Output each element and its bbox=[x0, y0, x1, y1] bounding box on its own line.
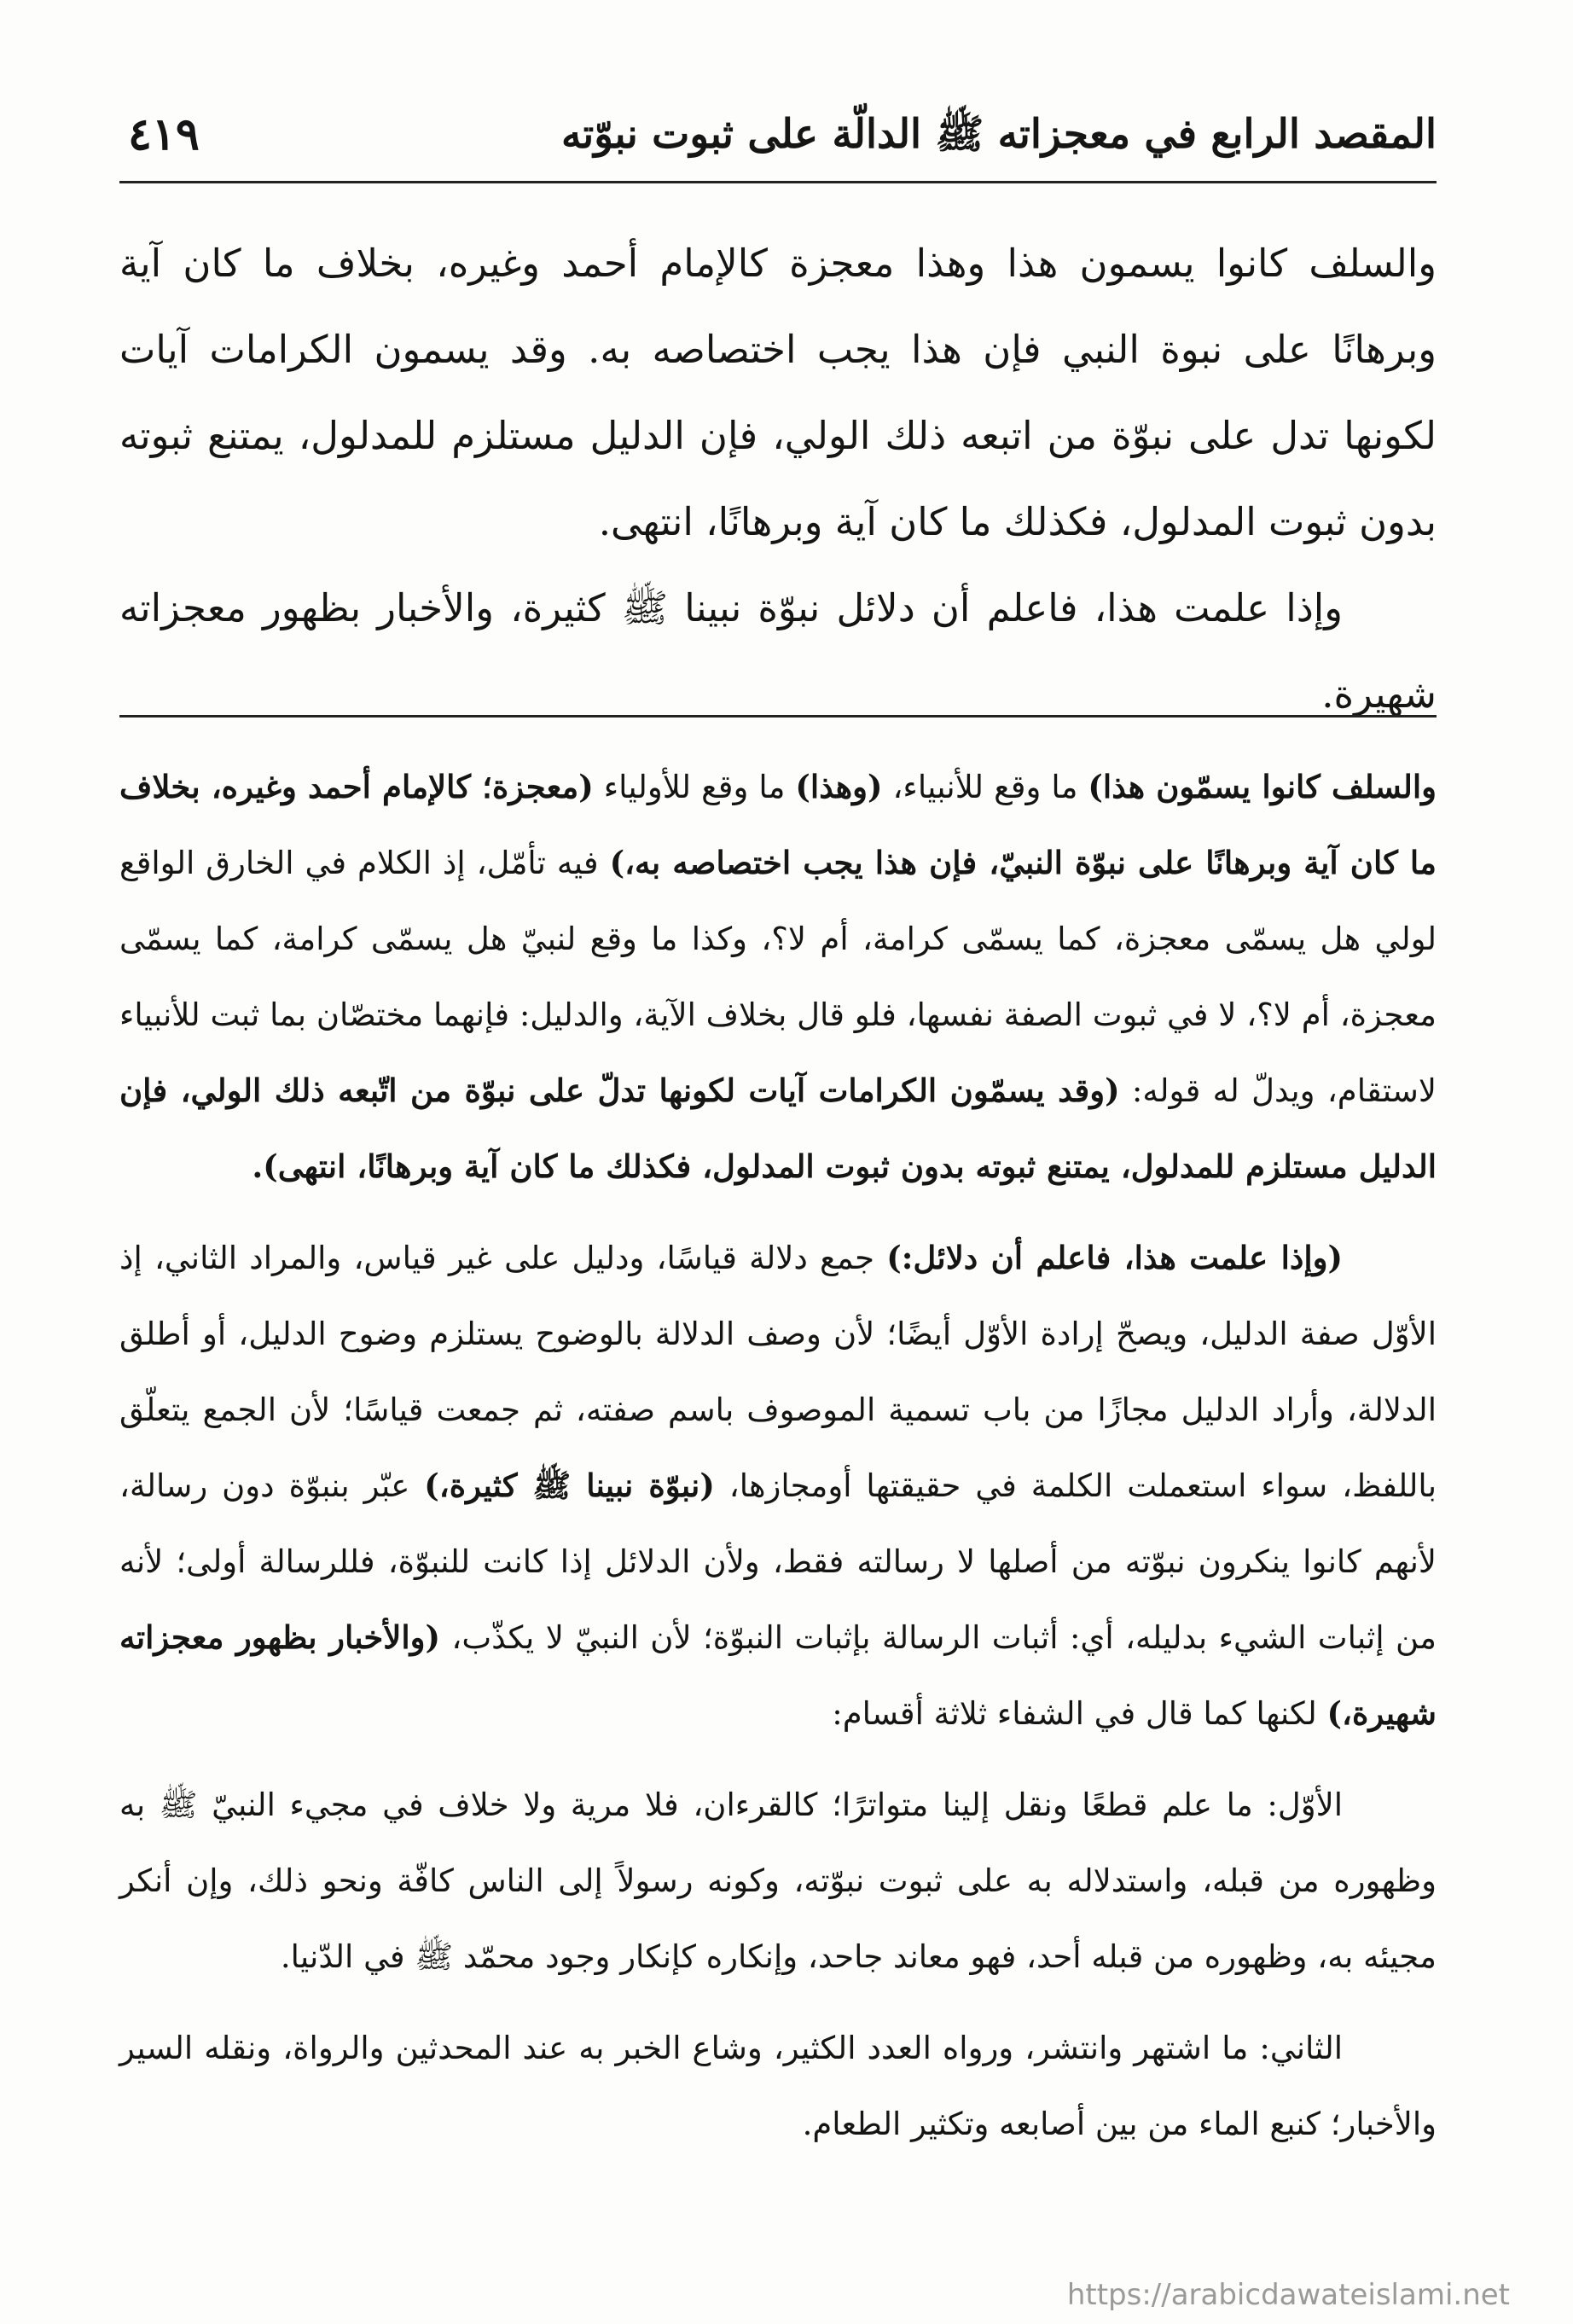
commentary-note: لكنها كما قال في الشفاء ثلاثة أقسام: bbox=[832, 1695, 1327, 1732]
page-number: ٤١٩ bbox=[128, 108, 200, 160]
main-text-paragraph-2: وإذا علمت هذا، فاعلم أن دلائل نبوّة نبينا ﷺ كثيرة، والأخبار بظهور معجزاته شهيرة. bbox=[119, 585, 1437, 717]
commentary-quote: (وهذا) bbox=[795, 768, 883, 805]
running-header bbox=[119, 101, 1437, 169]
commentary-separator-rule bbox=[119, 715, 1437, 718]
running-title: المقصد الرابع في معجزاته ﷺ الدالّة على ثبوت نبوّته bbox=[560, 111, 1437, 158]
source-watermark: https://arabicdawateislami.net bbox=[1066, 2278, 1510, 2312]
commentary-paragraph-2 bbox=[119, 1220, 1437, 1752]
commentary-quote: (وقد يسمّون الكرامات آيات لكونها تدلّ على نبوّة من اتّبعه ذلك الولي، فإن الدليل مستلزم للمدلول، يمتنع ثبوته بدون ثبوت المدلول، فكذلك ما كان آية وبرهانًا، انتهى). bbox=[119, 1072, 1437, 1185]
commentary-note: جمع دلالة قياسًا، ودليل على غير قياس، والمراد الثاني، إذ الأوّل صفة الدليل، ويصحّ إرادة الأوّل أيضًا؛ لأن وصف الدلالة بالوضوح يستلزم وضوح الدليل، أو أطلق الدلالة، وأراد الدليل مجازًا من باب تسمية الموصوف باسم صفته، ثم جمعت قياسًا؛ لأن الجمع يتعلّق باللفظ، سواء استعملت الكلمة في حقيقتها أومجازها، bbox=[119, 1240, 1437, 1504]
commentary-quote: (والأخبار بظهور معجزاته شهيرة،) bbox=[119, 1618, 1437, 1732]
main-text-paragraph-1: والسلف كانوا يسمون هذا وهذا معجزة كالإمام أحمد وغيره، بخلاف ما كان آية وبرهانًا على نبوة النبي فإن هذا يجب اختصاصه به. وقد يسمون الكرامات آيات لكونها تدل على نبوّة من اتبعه ذلك الولي، فإن الدليل مستلزم للمدلول، يمتنع ثبوته بدون ثبوت المدلول، فكذلك ما كان آية وبرهانًا، انتهى. bbox=[119, 241, 1437, 544]
commentary-text bbox=[119, 749, 1437, 2162]
main-text bbox=[119, 220, 1437, 737]
commentary-note: ما وقع للأولياء bbox=[593, 769, 796, 805]
commentary-note: فيه تأمّل، إذ الكلام في الخارق الواقع لولي هل يسمّى معجزة، كما يسمّى كرامة، أم لا؟، وكذا ما وقع لنبيّ هل يسمّى كرامة، كما يسمّى معجزة، أم لا؟، لا في ثبوت الصفة نفسها، فلو قال بخلاف الآية، والدليل: فإنهما مختصّان بما ثبت للأنبياء لاستقام، ويدلّ له قوله: bbox=[119, 845, 1437, 1109]
commentary-note: ما وقع للأنبياء، bbox=[882, 769, 1088, 805]
commentary-paragraph-3: الأوّل: ما علم قطعًا ونقل إلينا متواترًا؛ كالقرءان، فلا مرية ولا خلاف في مجيء النبيّ ﷺ به وظهوره من قبله، واستدلاله به على ثبوت نبوّته، وكونه رسولاً إلى الناس كافّة ونحو ذلك، وإن أنكر مجيئه به، وظهوره من قبله أحد، فهو معاند جاحد، وإنكاره كإنكار وجود محمّد ﷺ في الدّنيا. bbox=[119, 1787, 1437, 1975]
commentary-quote: (معجزة؛ كالإمام أحمد وغيره، بخلاف ما كان آية وبرهانًا على نبوّة النبيّ، فإن هذا يجب اختصاصه به،) bbox=[119, 768, 1437, 881]
commentary-quote: (نبوّة نبينا ﷺ كثيرة،) bbox=[424, 1467, 715, 1504]
commentary-note: عبّر بنبوّة دون رسالة، لأنهم كانوا ينكرون نبوّته من أصلها لا رسالته فقط، ولأن الدلائل إذا كانت للنبوّة، فللرسالة أولى؛ لأنه من إثبات الشيء بدليله، أي: أثبات الرسالة بإثبات النبوّة؛ لأن النبيّ لا يكذّب، bbox=[119, 1467, 1437, 1656]
commentary-paragraph-1 bbox=[119, 749, 1437, 1205]
commentary-quote: (وإذا علمت هذا، فاعلم أن دلائل:) bbox=[886, 1239, 1343, 1276]
commentary-quote: والسلف كانوا يسمّون هذا) bbox=[1088, 768, 1437, 805]
header-rule bbox=[119, 181, 1437, 183]
commentary-paragraph-4: الثاني: ما اشتهر وانتشر، ورواه العدد الكثير، وشاع الخبر به عند المحدثين والرواة، ونقله السير والأخبار؛ كنبع الماء من بين أصابعه وتكثير الطعام. bbox=[119, 2030, 1437, 2142]
